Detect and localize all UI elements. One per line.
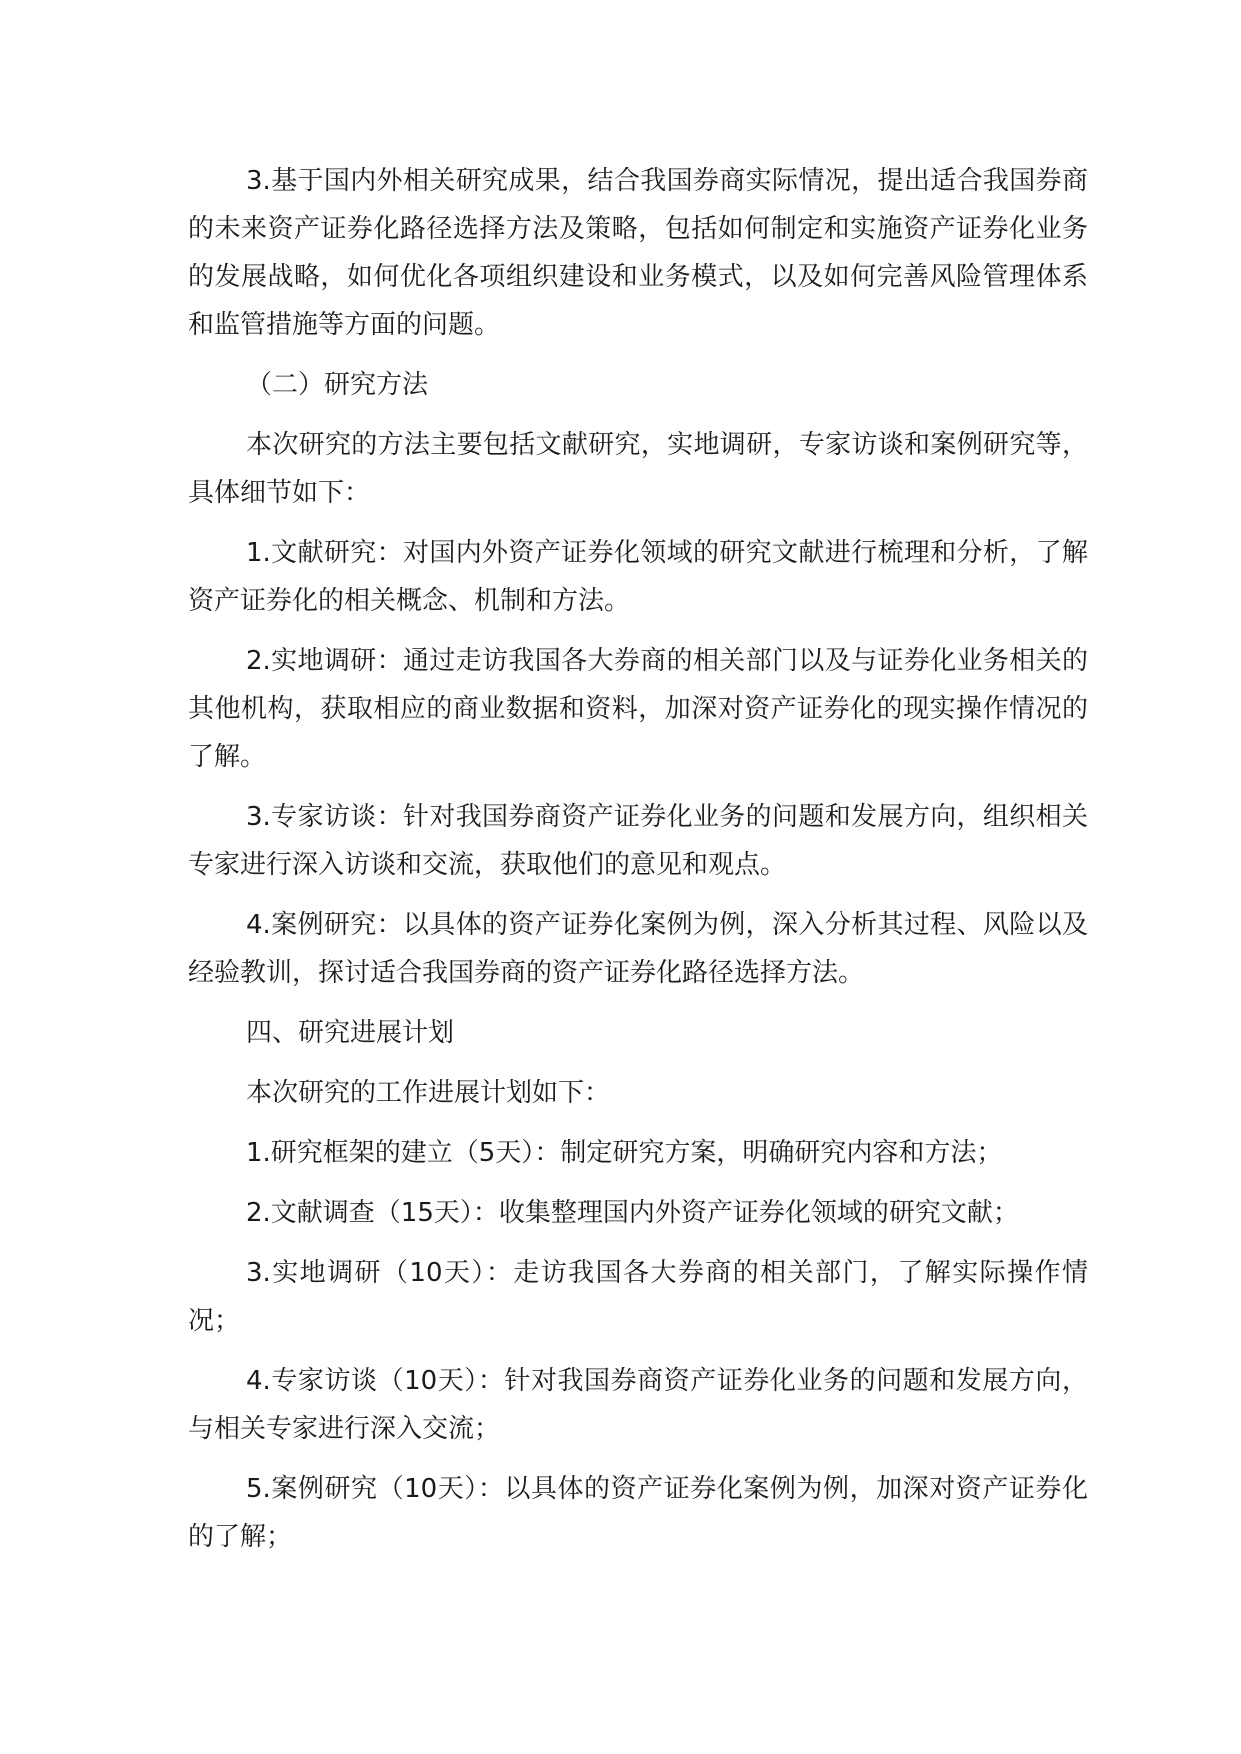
section-heading-research-methods: （二）研究方法 (246, 370, 429, 400)
paragraph-goal-3: 3.基于国内外相关研究成果，结合我国券商实际情况，提出适合我国券商的未来资产证券化路径选择方法及策略，包括如何制定和实施资产证券化业务的发展战略，如何优化各项组织建设和业务模式，以及如何完善风险管理体系和监管措施等方面的问题。 (188, 166, 1088, 340)
section-heading-progress-plan: 四、研究进展计划 (246, 1018, 455, 1048)
paragraph-method-literature: 1.文献研究：对国内外资产证券化领域的研究文献进行梳理和分析，了解资产证券化的相关概念、机制和方法。 (188, 538, 1088, 616)
paragraph-plan-step-2: 2.文献调查（15天）：收集整理国内外资产证券化领域的研究文献； (246, 1198, 1019, 1228)
paragraph-plan-step-3: 3.实地调研（10天）：走访我国各大券商的相关部门，了解实际操作情况； (188, 1258, 1088, 1336)
paragraph-plan-step-1: 1.研究框架的建立（5天）：制定研究方案，明确研究内容和方法； (246, 1138, 1003, 1168)
paragraph-method-case-study: 4.案例研究：以具体的资产证券化案例为例，深入分析其过程、风险以及经验教训，探讨适合我国券商的资产证券化路径选择方法。 (188, 910, 1088, 988)
document-body (188, 157, 1088, 1561)
paragraph-plan-intro: 本次研究的工作进展计划如下： (246, 1078, 611, 1108)
paragraph-method-field-research: 2.实地调研：通过走访我国各大券商的相关部门以及与证券化业务相关的其他机构，获取相应的商业数据和资料，加深对资产证券化的现实操作情况的了解。 (188, 646, 1088, 772)
paragraph-plan-step-5: 5.案例研究（10天）：以具体的资产证券化案例为例，加深对资产证券化的了解； (188, 1474, 1088, 1552)
paragraph-method-expert-interview: 3.专家访谈：针对我国券商资产证券化业务的问题和发展方向，组织相关专家进行深入访谈和交流，获取他们的意见和观点。 (188, 802, 1088, 880)
paragraph-methods-intro: 本次研究的方法主要包括文献研究，实地调研，专家访谈和案例研究等，具体细节如下： (188, 430, 1088, 508)
paragraph-plan-step-4: 4.专家访谈（10天）：针对我国券商资产证券化业务的问题和发展方向，与相关专家进行深入交流； (188, 1366, 1088, 1444)
